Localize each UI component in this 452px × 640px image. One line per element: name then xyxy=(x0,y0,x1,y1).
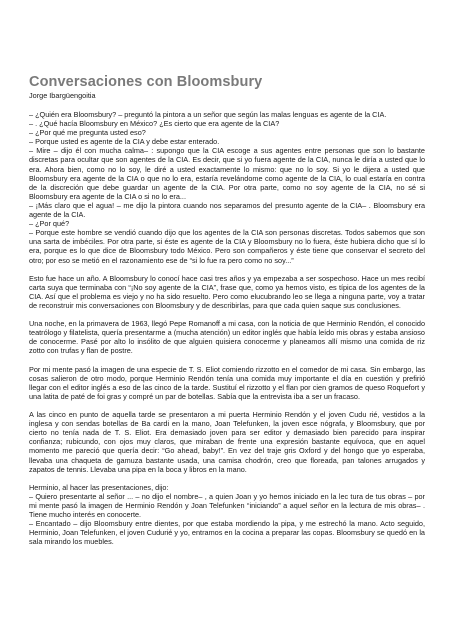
paragraph: – . ¿Qué hacía Bloomsbury en México? ¿Es cierto que era agente de la CIA? xyxy=(29,119,280,129)
paragraph: – ¿Por qué me pregunta usted eso? xyxy=(29,128,146,138)
paragraph: Herminio, al hacer las presentaciones, dijo: xyxy=(29,482,169,492)
document-body xyxy=(29,110,425,547)
paragraph: – Mire – dijo él con mucha calma– : supongo que la CIA escoge a sus agentes entre personas que son lo bastante discretas para ocultar que son agentes de la CIA. Es decir, que si yo fuera agente de la CIA, nunca le diría a usted que lo era. Ahora bien, como no lo soy, le diré a usted exactamente lo mismo: que no lo soy. Si yo le dijera a usted que Bloomsbury era agente de la CIA o que no lo era, estaría revelándome como agente de la CIA, lo cual estaría en contra de la discreción que debe guardar un agente de la CIA. Por otra parte, como no soy agente de la CIA, no sé si Bloomsbury era agente de la CIA o si no lo era... xyxy=(29,146,425,201)
document-title: Conversaciones con Bloomsbury xyxy=(29,74,263,90)
paragraph: – Porque este hombre se vendió cuando dijo que los agentes de la CIA son personas discretas. Todos sabemos que son una sarta de imbéciles. Por otra parte, si éste es agente de la CIA y Bloomsbury no lo fuera, éste hubiera dicho que sí lo era, porque es lo que dice de Bloomsbury todo México. Pero son compañeros y éste tiene que conservar el secreto del otro; por eso se metió en el razonamiento ese de “si lo fue ra pero como no soy...” xyxy=(29,228,425,265)
paragraph: – ¿Por qué? xyxy=(29,219,70,229)
paragraph: Una noche, en la primavera de 1963, llegó Pepe Romanoff a mi casa, con la noticia de que Herminio Rendón, el conocido teatrólogo y filatelista, quería presentarme a (mucha atención) un editor inglés que había leído mis obras y estaba ansioso de conocerme. Pasé por alto lo insólito de que alguien quisiera conocerme y planeamos allí mismo una comida de riz zotto con trufas y flan de postre. xyxy=(29,319,425,356)
paragraph: Por mi mente pasó la imagen de una especie de T. S. Eliot comiendo rizzotto en el comedor de mi casa. Sin embargo, las cosas salieron de otro modo, porque Herminio Rendón tenía una comida muy importante el día en cuestión y prefirió llegar con el editor inglés a eso de las cinco de la tarde. Sustituí el rizzotto y el flan por cien gramos de queso Roquefort y una latita de paté de foi gras y compré un par de botellas. Sabía que la entrevista iba a ser un fracaso. xyxy=(29,364,425,401)
author-name: Jorge Ibargüengoitia xyxy=(29,91,96,100)
paragraph: A las cinco en punto de aquella tarde se presentaron a mi puerta Herminio Rendón y el joven Cudu rié, vestidos a la inglesa y con sendas botellas de Ba cardi en la mano, Joan Telefunken, la joven esce nógrafa, y Bloomsbury, que por cierto no tenía nada de T. S. Eliot. Era demasiado joven para ser editor y demasiado bien parecido para inspirar confianza; rubicundo, con ojos muy claros, que miraban de frente una expresión bastante equívoca, que en aquel momento me pareció que quería decir: “Go ahead, baby!”. En vez del traje gris Oxford y del hongo que yo esperaba, llevaba una chaqueta de gamuza bastante usada, una camisa chodrón, creo que floreada, pan talones arrugados y zapatos de tennis. Llevaba una pipa en la boca y libros en la mano. xyxy=(29,410,425,474)
paragraph: – Quiero presentarte al señor ... – no dijo el nombre– , a quien Joan y yo hemos iniciado en la lec tura de tus obras – por mi mente pasó la imagen de Herminio Rendón y Joan Telefunken “iniciando” a aquel señor en la lectura de mis obras– . Tiene mucho interés en conocerte. xyxy=(29,491,425,520)
paragraph: – ¡Más claro que el agua! – me dijo la pintora cuando nos separamos del presunto agente de la CIA– . Bloomsbury era agente de la CIA. xyxy=(29,200,425,220)
paragraph: Esto fue hace un año. A Bloomsbury lo conocí hace casi tres años y ya empezaba a ser sospechoso. Hace un mes recibí carta suya que terminaba con “¡No soy agente de la CIA”, frase que, como ya hemos visto, es típica de los agentes de la CIA. Así que el problema es viejo y no ha sido resuelto. Pero como elucubrando leo se llega a ninguna parte, voy a tratar de reconstruir mis conversaciones con Bloomsbury y de describirlas, para que cada quien saque sus conclusiones. xyxy=(29,273,425,310)
paragraph: – ¿Quién era Bloomsbury? – preguntó la pintora a un señor que según las malas lenguas es agente de la CIA. xyxy=(29,110,387,119)
paragraph: – Porque usted es agente de la CIA y debe estar enterado. xyxy=(29,137,220,147)
paragraph: – Encantado – dijo Bloomsbury entre dientes, por que estaba mordiendo la pipa, y me estrechó la mano. Acto seguido, Herminio, Joan Telefunken, el joven Cudurié y yo, entramos en la cocina a preparar las copas. Bloomsbury se quedó en la sala mirando los muebles. xyxy=(29,519,425,547)
document-page xyxy=(29,74,425,547)
